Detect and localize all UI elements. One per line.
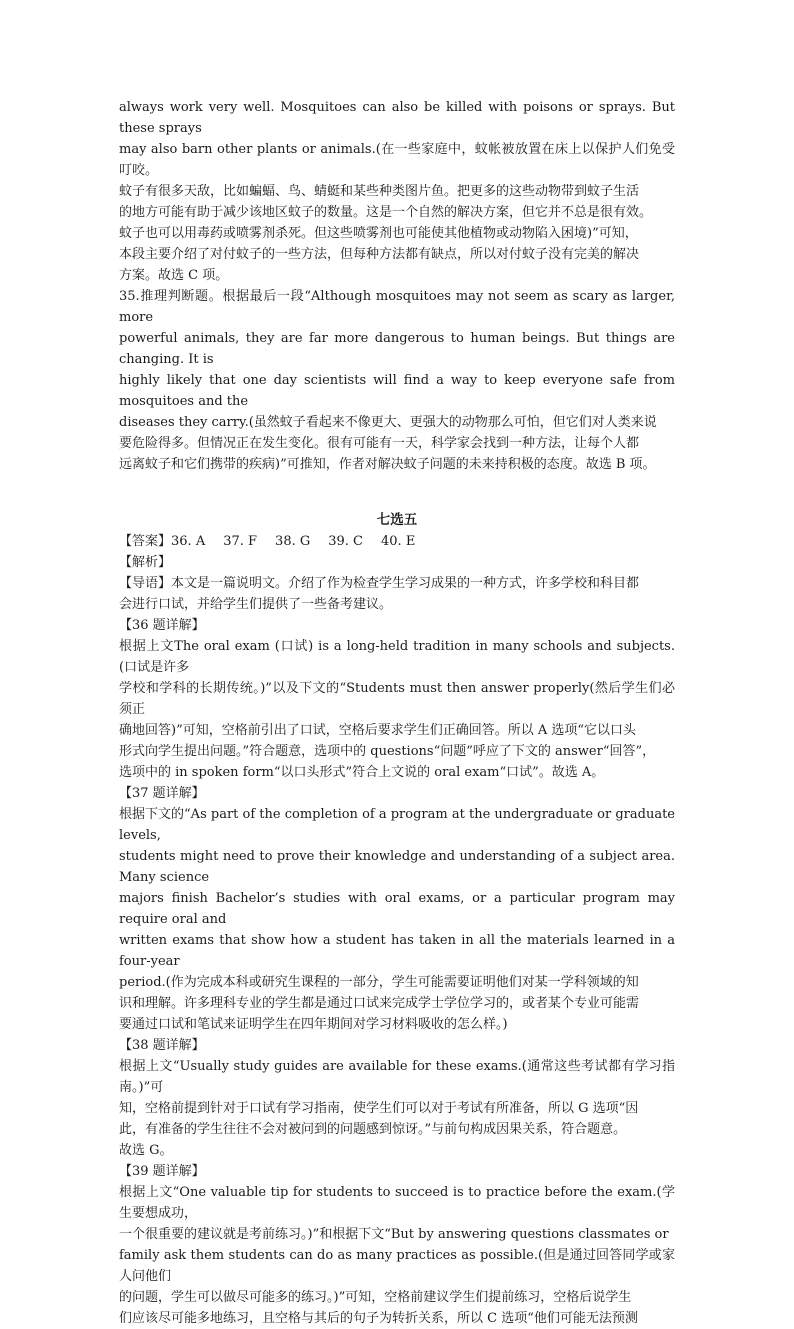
text-line: 本段主要介绍了对付蚊子的一些方法，但每种方法都有缺点，所以对付蚊子没有完美的解决 [119, 247, 640, 262]
text-line: period.(作为完成本科或研究生课程的一部分，学生可能需要证明他们对某一学科领域的知 [119, 975, 639, 990]
q36-heading: 【36 题详解】 [119, 618, 205, 633]
q37-explanation [119, 804, 675, 1035]
text-line: 的问题，学生可以做尽可能多的练习。)”可知，空格前建议学生们提前练习，空格后说学生 [119, 1290, 632, 1305]
q38-heading: 【38 题详解】 [119, 1038, 205, 1053]
text-line: 选项中的 in spoken form“以口头形式”符合上文说的 oral exam“口试”。故选 A。 [119, 765, 605, 780]
text-line: 学校和学科的长期传统。)”以及下文的“Students must then answer properly(然后学生们必须正 [119, 681, 675, 717]
answer-38: 38. G [275, 534, 311, 549]
text-line: 故选 G。 [119, 1143, 173, 1158]
text-line: 要通过口试和笔试来证明学生在四年期间对学习材料吸收的怎么样。) [119, 1017, 508, 1032]
text-line: 【导语】本文是一篇说明文。介绍了作为检查学生学习成果的一种方式，许多学校和科目都 [119, 576, 640, 591]
analysis-label: 【解析】 [119, 555, 172, 570]
text-line: always work very well. Mosquitoes can also be killed with poisons or sprays. But these sprays [119, 100, 675, 136]
q39-heading: 【39 题详解】 [119, 1164, 205, 1179]
text-line: 根据上文“Usually study guides are available for these exams.(通常这些考试都有学习指南。)”可 [119, 1059, 675, 1095]
text-line: 蚊子有很多天敌，比如蝙蝠、鸟、蜻蜓和某些种类图片鱼。把更多的这些动物带到蚊子生活 [119, 184, 640, 199]
answer-36: 36. A [171, 534, 206, 549]
text-line: powerful animals, they are far more dangerous to human beings. But things are changing. It is [119, 331, 675, 367]
text-line: written exams that show how a student has taken in all the materials learned in a four-year [119, 933, 675, 969]
answer-40: 40. E [381, 534, 416, 549]
text-line: 根据上文“One valuable tip for students to succeed is to practice before the exam.(学生要想成功， [119, 1185, 675, 1221]
text-line: 此，有准备的学生往往不会对被问到的问题感到惊讶。”与前句构成因果关系，符合题意。 [119, 1122, 627, 1137]
text-line: 知，空格前提到针对于口试有学习指南，使学生们可以对于考试有所准备，所以 G 选项“因 [119, 1101, 639, 1116]
answer-39: 39. C [328, 534, 364, 549]
text-line: 蚊子也可以用毒药或喷雾剂杀死。但这些喷雾剂也可能使其他植物或动物陷入困境)”可知， [119, 226, 638, 241]
q39-explanation [119, 1182, 675, 1329]
answer-37: 37. F [223, 534, 258, 549]
text-line: 要危险得多。但情况正在发生变化。很有可能有一天，科学家会找到一种方法，让每个人都 [119, 436, 640, 451]
text-line: 远离蚊子和它们携带的疾病)”可推知，作者对解决蚊子问题的未来持积极的态度。故选 B 项。 [119, 457, 656, 472]
intro-paragraph [119, 97, 675, 286]
q36-explanation [119, 636, 675, 783]
text-line: 一个很重要的建议就是考前练习。)”和根据下文“But by answering questions classmates or [119, 1227, 669, 1242]
text-line: 的地方可能有助于减少该地区蚊子的数量。这是一个自然的解决方案，但它并不总是很有效。 [119, 205, 653, 220]
text-line: 根据下文的“As part of the completion of a program at the undergraduate or graduate levels, [119, 807, 675, 843]
text-line: 形式向学生提出问题。”符合题意，选项中的 questions“问题”呼应了下文的 answer“回答”， [119, 744, 656, 759]
text-line: 会进行口试，并给学生们提供了一些备考建议。 [119, 597, 393, 612]
text-line: 35.推理判断题。根据最后一段“Although mosquitoes may not seem as scary as larger, more [119, 289, 675, 325]
section-title: 七选五 [376, 512, 418, 528]
text-line: 们应该尽可能多地练习，且空格与其后的句子为转折关系，所以 C 选项“他们可能无法预测 [119, 1311, 638, 1326]
answer-label: 【答案】 [119, 534, 172, 549]
guide-paragraph [119, 573, 675, 615]
text-line: family ask them students can do as many practices as possible.(但是通过回答同学或家人问他们 [119, 1248, 675, 1284]
text-line: 确地回答)”可知，空格前引出了口试，空格后要求学生们正确回答。所以 A 选项“它以口头 [119, 723, 637, 738]
text-line: 根据上文The oral exam (口试) is a long-held tradition in many schools and subjects.(口试是许多 [119, 639, 675, 675]
text-line: majors finish Bachelor’s studies with oral exams, or a particular program may require oral and [119, 891, 675, 927]
text-line: students might need to prove their knowledge and understanding of a subject area. Many science [119, 849, 675, 885]
text-line: 识和理解。许多理科专业的学生都是通过口试来完成学士学位学习的，或者某个专业可能需 [119, 996, 640, 1011]
question-35-explanation [119, 286, 675, 475]
answer-row [119, 531, 675, 552]
q37-heading: 【37 题详解】 [119, 786, 205, 801]
text-line: 方案。故选 C 项。 [119, 268, 229, 283]
q38-explanation [119, 1056, 675, 1161]
document-page [119, 97, 675, 1329]
text-line: diseases they carry.(虽然蚊子看起来不像更大、更强大的动物那么可怕，但它们对人类来说 [119, 415, 657, 430]
text-line: highly likely that one day scientists will find a way to keep everyone safe from mosquitoes and the [119, 373, 675, 409]
text-line: may also barn other plants or animals.(在一些家庭中，蚊帐被放置在床上以保护人们免受叮咬。 [119, 142, 675, 178]
section-gap [119, 475, 675, 509]
